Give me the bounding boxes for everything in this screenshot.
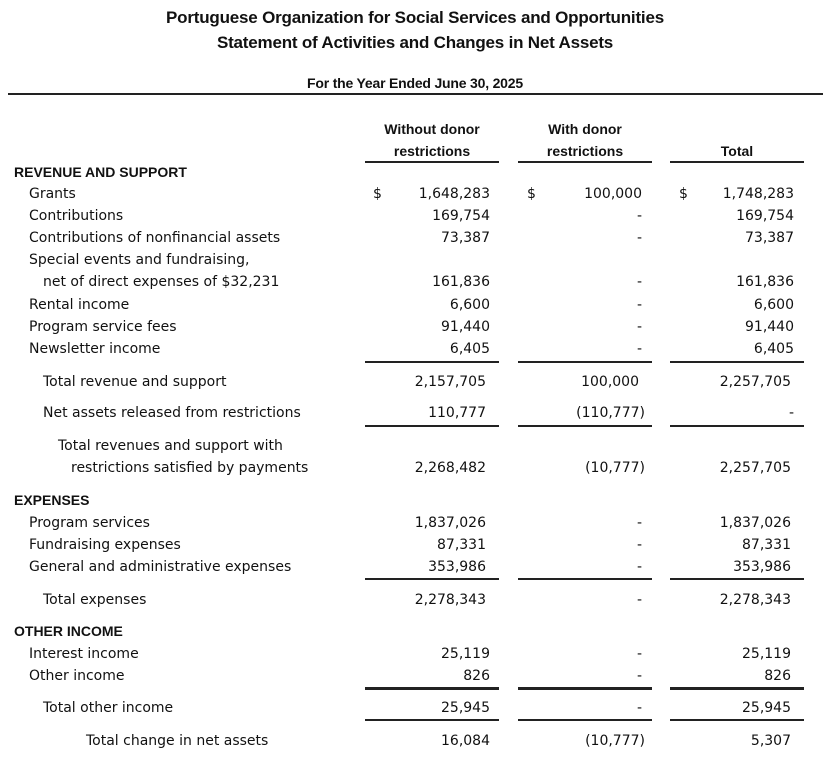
row-label: Fundraising expenses	[29, 537, 181, 553]
row-label: Program services	[29, 515, 150, 531]
column-header-line: Without donor	[384, 121, 480, 137]
subtotal-rule	[518, 425, 652, 427]
row-label: Total other income	[43, 700, 174, 716]
row-label: Special events and fundraising,	[29, 252, 250, 268]
table-row-total-satisfied-label	[0, 438, 830, 458]
table-row-contributions	[0, 208, 830, 228]
value-total: 2,257,705	[719, 460, 791, 476]
table-row-interest	[0, 646, 830, 666]
subtotal-rule	[670, 361, 804, 363]
value-total: 1,837,026	[719, 515, 791, 531]
organization-name: Portuguese Organization for Social Services and Opportunities	[166, 8, 664, 27]
table-row-grants	[0, 186, 830, 206]
table-row-total-expenses	[0, 592, 830, 612]
row-label: Rental income	[29, 297, 130, 313]
table-row-nonfinancial	[0, 230, 830, 250]
value-with-donor: 100,000	[584, 186, 642, 202]
table-row-special-events-label	[0, 252, 830, 272]
value-with-donor: -	[636, 297, 642, 313]
table-row-other-income	[0, 668, 830, 688]
value-total: 353,986	[733, 559, 791, 575]
value-with-donor: -	[636, 668, 642, 684]
period-label: For the Year Ended June 30, 2025	[307, 75, 523, 91]
value-without-donor: 2,268,482	[414, 460, 486, 476]
value-without-donor: 6,600	[449, 297, 490, 313]
value-total: 91,440	[745, 319, 794, 335]
section-title: REVENUE AND SUPPORT	[14, 164, 187, 180]
value-total: 2,278,343	[719, 592, 791, 608]
column-header-with-donor	[518, 118, 652, 162]
column-header-total	[670, 140, 804, 162]
subtotal-rule	[365, 361, 499, 363]
row-label: Total expenses	[43, 592, 147, 608]
value-with-donor: -	[636, 208, 642, 224]
value-with-donor: -	[636, 646, 642, 662]
value-total: 169,754	[736, 208, 794, 224]
table-row-total-satisfied	[0, 460, 830, 480]
value-without-donor: 110,777	[428, 405, 486, 421]
value-total: 1,748,283	[722, 186, 794, 202]
column-header-line: Total	[720, 143, 754, 159]
value-without-donor: 169,754	[432, 208, 490, 224]
column-header-rule	[365, 161, 499, 163]
subtotal-rule	[518, 361, 652, 363]
value-with-donor: -	[636, 515, 642, 531]
value-with-donor: (10,777)	[585, 733, 645, 749]
subtotal-rule	[518, 687, 652, 690]
column-header-line: With donor	[548, 121, 622, 137]
table-row-program-services	[0, 515, 830, 535]
subtotal-rule	[365, 719, 499, 721]
value-without-donor: 1,648,283	[418, 186, 490, 202]
value-total: 73,387	[745, 230, 794, 246]
value-without-donor: 25,119	[441, 646, 490, 662]
row-label: Contributions of nonfinancial assets	[29, 230, 281, 246]
column-header-line: restrictions	[393, 143, 471, 159]
value-total: 25,945	[742, 700, 791, 716]
table-row-special-events	[0, 274, 830, 294]
row-label: net of direct expenses of $32,231	[43, 274, 280, 290]
subtotal-rule	[365, 687, 499, 690]
column-header-without-donor	[365, 118, 499, 162]
subtotal-rule	[518, 719, 652, 721]
value-total: 826	[764, 668, 791, 684]
value-without-donor: 91,440	[441, 319, 490, 335]
value-with-donor: 100,000	[581, 374, 639, 390]
value-total: 6,405	[753, 341, 794, 357]
table-row-total-change-net-assets	[0, 733, 830, 753]
value-with-donor: -	[636, 592, 642, 608]
value-without-donor: 2,278,343	[414, 592, 486, 608]
section-header-other-income	[0, 623, 830, 643]
value-with-donor: (110,777)	[576, 405, 645, 421]
value-without-donor: 25,945	[441, 700, 490, 716]
header-divider	[8, 93, 823, 95]
value-total: 25,119	[742, 646, 791, 662]
section-header-expenses	[0, 492, 830, 512]
table-row-general-admin	[0, 559, 830, 579]
value-without-donor: 353,986	[428, 559, 486, 575]
value-with-donor: -	[636, 537, 642, 553]
value-without-donor: 161,836	[432, 274, 490, 290]
row-label: Net assets released from restrictions	[43, 405, 301, 421]
currency-symbol: $	[679, 186, 688, 202]
value-total: 2,257,705	[719, 374, 791, 390]
row-label: Total revenues and support with	[58, 438, 283, 454]
section-header-revenue	[0, 164, 830, 184]
currency-symbol: $	[373, 186, 382, 202]
value-with-donor: -	[636, 319, 642, 335]
value-with-donor: (10,777)	[585, 460, 645, 476]
table-row-released	[0, 405, 830, 425]
row-label: Newsletter income	[29, 341, 161, 357]
subtotal-rule	[670, 578, 804, 580]
value-with-donor: -	[636, 341, 642, 357]
value-without-donor: 6,405	[449, 341, 490, 357]
table-row-total-revenue	[0, 374, 830, 394]
row-label: restrictions satisfied by payments	[71, 460, 309, 476]
value-with-donor: -	[636, 274, 642, 290]
row-label: Program service fees	[29, 319, 177, 335]
value-without-donor: 1,837,026	[414, 515, 486, 531]
value-total: 161,836	[736, 274, 794, 290]
value-total: -	[788, 405, 794, 421]
table-row-newsletter	[0, 341, 830, 361]
column-header-rule	[518, 161, 652, 163]
row-label: Total revenue and support	[43, 374, 227, 390]
subtotal-rule	[365, 578, 499, 580]
subtotal-rule	[670, 687, 804, 690]
table-row-rental	[0, 297, 830, 317]
column-header-rule	[670, 161, 804, 163]
value-with-donor: -	[636, 559, 642, 575]
row-label: General and administrative expenses	[29, 559, 292, 575]
subtotal-rule	[670, 719, 804, 721]
row-label: Contributions	[29, 208, 124, 224]
value-without-donor: 87,331	[437, 537, 486, 553]
subtotal-rule	[518, 578, 652, 580]
subtotal-rule	[365, 425, 499, 427]
row-label: Total change in net assets	[86, 733, 269, 749]
table-row-program-fees	[0, 319, 830, 339]
value-without-donor: 16,084	[441, 733, 490, 749]
currency-symbol: $	[527, 186, 536, 202]
value-without-donor: 826	[463, 668, 490, 684]
section-title: EXPENSES	[14, 492, 90, 508]
table-row-total-other-income	[0, 700, 830, 720]
value-with-donor: -	[636, 700, 642, 716]
value-without-donor: 2,157,705	[414, 374, 486, 390]
value-without-donor: 73,387	[441, 230, 490, 246]
section-title: OTHER INCOME	[14, 623, 123, 639]
column-header-line: restrictions	[546, 143, 624, 159]
row-label: Other income	[29, 668, 125, 684]
subtotal-rule	[670, 425, 804, 427]
row-label: Grants	[29, 186, 76, 202]
value-total: 87,331	[742, 537, 791, 553]
value-with-donor: -	[636, 230, 642, 246]
value-total: 5,307	[750, 733, 791, 749]
row-label: Interest income	[29, 646, 139, 662]
value-total: 6,600	[753, 297, 794, 313]
table-row-fundraising	[0, 537, 830, 557]
statement-title: Statement of Activities and Changes in Net Assets	[216, 33, 614, 52]
